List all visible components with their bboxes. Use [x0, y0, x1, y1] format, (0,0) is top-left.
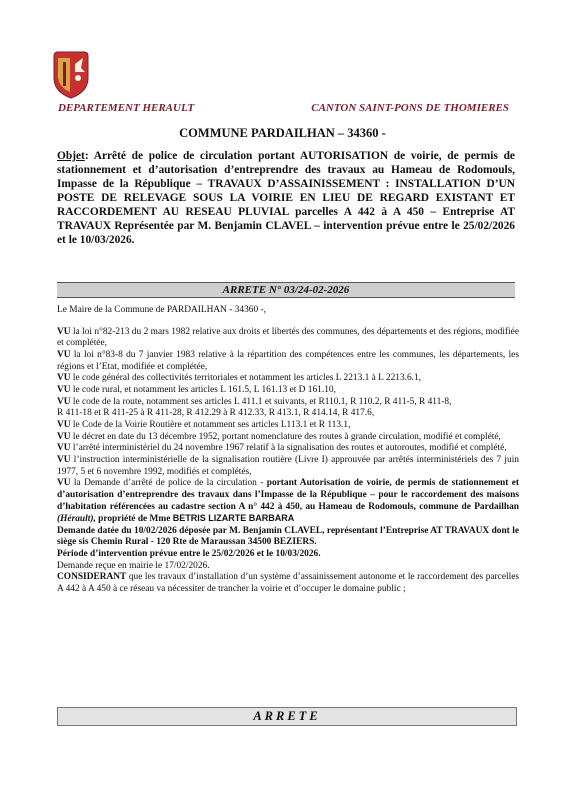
vu-keyword: VU	[57, 431, 71, 442]
vu-text: l’instruction interministérielle de la signalisation routière (Livre I) approuvée par arrêtés interministériels des 7 juin 1977, 5 et 6 novembre 1992, modifiés et complétés,	[57, 454, 519, 477]
vu-keyword: VU	[57, 443, 71, 454]
vu-keyword: VU	[57, 326, 71, 337]
vu-text: l’arrêté interministériel du 24 novembre 1967 relatif à la signalisation des routes et autoroutes, modifié et complété,	[70, 443, 507, 454]
recue-line: Demande reçue en mairie le 17/02/2026.	[57, 560, 210, 571]
vu-item	[57, 350, 519, 373]
vu-item	[57, 397, 519, 409]
vu-item	[57, 443, 519, 455]
vu-item	[57, 432, 519, 444]
vu-text: la loi n°82-213 du 2 mars 1982 relative aux droits et libertés des communes, des départements et des régions, modifiée et complétée,	[57, 326, 519, 349]
periode-line: Période d’intervention prévue entre le 25/02/2026 et le 10/03/2026.	[57, 549, 321, 560]
vu-item	[57, 373, 519, 385]
demande-italic: (Hérault),	[57, 514, 96, 525]
demande-bold: portant Autorisation de voirie, de permis de stationnement et d’autorisation d’entreprendre des travaux dans l’Impasse de la République – pour le raccordement des maisons d’habitation référencées au cadastre section A n° 442 à 450, au Hameau de Rodomouls, commune de Pardailhan	[57, 478, 519, 512]
vu-text: le Code de la Voirie Routière et notamment ses articles L113.1 et R 113.1,	[70, 419, 351, 430]
vu-text: la loi n°83-8 du 7 janvier 1983 relative à la répartition des compétences entre les communes, les départements, les régions et l’Etat, modifiée et complétée,	[57, 349, 519, 372]
objet-text: : Arrêté de police de circulation portant AUTORISATION de voirie, de permis de stationnement et d’autorisation d’entreprendre des travaux au Hameau de Rodomouls, Impasse de la République – TRAVAUX D’ASSAINISSEMENT : INSTALLATION D’UN POSTE DE RELEVAGE SOUS LA VOIRIE EN LIEU DE REGARD EXISTANT ET RACCORDEMENT AU RESEAU PLUVIAL parcelles A 442 à A 450 – Entreprise AT TRAVAUX Représentée par M. Benjamin CLAVEL – intervention prévue entre le 25/02/2026 et le 10/03/2026.	[57, 150, 515, 246]
department-crest-icon	[48, 48, 94, 100]
vu-keyword: VU	[57, 454, 71, 465]
vu-item	[57, 455, 519, 478]
demande-dated: Demande datée du 10/02/2026 déposée par M. Benjamin CLAVEL, représentant l’Entreprise AT TRAVAUX dont le siège sis Chemin Rural - 120 Rte de Maraussan 34500 BEZIERS.	[57, 525, 519, 548]
vu-text: le décret en date du 13 décembre 1952, portant nomenclature des routes à grande circulation, modifié et complété,	[70, 431, 501, 442]
objet-label: Objet	[57, 150, 85, 162]
arrete-number-banner: ARRETE N° 03/24-02-2026	[57, 282, 515, 298]
vu-text: R 411-18 et R 411-25 à R 411-28, R 412.29 à R 412.33, R 413.1, R 414.14, R 417.6,	[57, 408, 375, 419]
demande-keyword: VU	[57, 478, 71, 489]
canton-label: CANTON SAINT-PONS DE THOMIERES	[311, 102, 509, 114]
vu-text: le code de la route, notamment ses articles L 411.1 et suivants, et R110.1, R 110.2, R 411-5, R 411-8,	[70, 396, 452, 407]
arrete-footer-banner: ARRETE	[57, 707, 517, 726]
vu-keyword: VU	[57, 373, 71, 384]
objet-paragraph	[57, 149, 515, 247]
vu-item	[57, 327, 519, 350]
vu-text: le code général des collectivités territoriales et notamment les articles L 2213.1 à L 2213.6.1,	[70, 373, 422, 384]
vu-item	[57, 420, 519, 432]
vu-item	[57, 408, 519, 420]
demande-plain: la Demande d’arrêté de police de la circulation -	[70, 478, 267, 489]
demande-paragraph	[57, 478, 519, 526]
document-body	[57, 305, 519, 596]
vu-keyword: VU	[57, 384, 71, 395]
demande-bold2: propriété de Mme	[95, 514, 173, 525]
commune-title: COMMUNE PARDAILHAN – 34360 -	[179, 126, 386, 140]
considerant-keyword: CONSIDERANT	[57, 572, 127, 583]
considerant-paragraph	[57, 572, 519, 595]
vu-item	[57, 385, 519, 397]
considerant-text: que les travaux d’installation d’un système d’assainissement autonome et le raccordement des parcelles A 442 à A 450 à ce réseau va nécessiter de trancher la voirie et d’occuper le domaine public ;	[57, 572, 519, 595]
demande-owner: BETRIS LIZARTE BARBARA	[172, 513, 295, 524]
vu-list	[57, 327, 519, 479]
intro-line: Le Maire de la Commune de PARDAILHAN - 34360 -,	[57, 305, 266, 315]
vu-keyword: VU	[57, 349, 71, 360]
vu-keyword: VU	[57, 419, 71, 430]
vu-keyword: VU	[57, 396, 71, 407]
vu-text: le code rural, et notamment les articles L 161.5, L 161.13 et D 161.10,	[70, 384, 336, 395]
department-label: DEPARTEMENT HERAULT	[58, 102, 195, 114]
